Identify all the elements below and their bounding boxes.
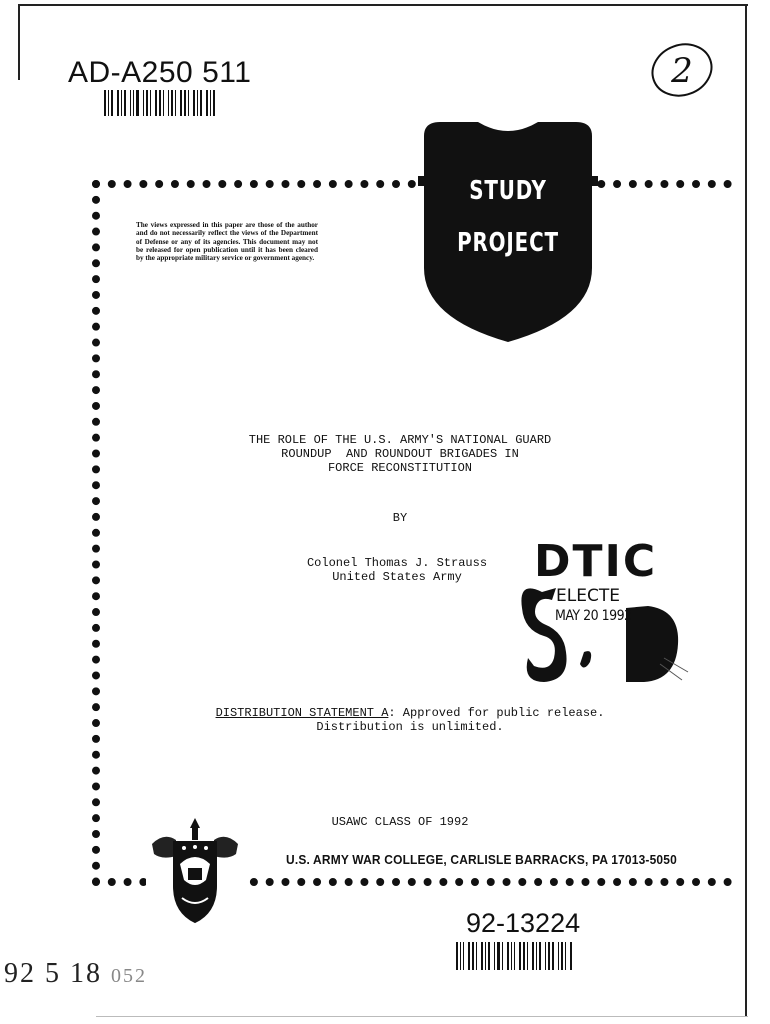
barcode-bar <box>136 90 139 116</box>
barcode-bar <box>519 942 521 970</box>
barcode-icon <box>456 942 586 970</box>
svg-text:2: 2 <box>671 51 693 91</box>
by-label: BY <box>392 511 408 525</box>
barcode-bar <box>188 90 189 116</box>
date-stamp <box>4 958 147 990</box>
shield-label-project: PROJECT <box>457 228 559 258</box>
ad-number: AD-A250 511 <box>68 56 252 89</box>
barcode-bar <box>143 90 144 116</box>
page-edge-left <box>18 4 20 80</box>
barcode-bar <box>463 942 464 970</box>
barcode-bar <box>171 90 173 116</box>
barcode-bar <box>539 942 541 970</box>
dotted-border-frame <box>92 180 732 886</box>
barcode-bar <box>193 90 195 116</box>
barcode-bar <box>561 942 563 970</box>
document-title <box>140 433 660 475</box>
author-block <box>262 556 532 584</box>
barcode-bar <box>558 942 559 970</box>
college-address-line: U.S. ARMY WAR COLLEGE, CARLISLE BARRACKS, PA 17013-5050 <box>286 852 677 867</box>
barcode-bar <box>514 942 515 970</box>
barcode-bar <box>565 942 566 970</box>
barcode-bar <box>130 90 131 116</box>
barcode-bar <box>497 942 500 970</box>
barcode-bar <box>206 90 208 116</box>
barcode-bar <box>481 942 483 970</box>
circled-number-mark <box>646 40 716 100</box>
barcode-bar <box>494 942 495 970</box>
barcode-bar <box>472 942 474 970</box>
dtic-stamp-electe: ELECTE <box>556 586 620 606</box>
title-line-2: ROUNDUP AND ROUNDOUT BRIGADES IN <box>281 447 519 461</box>
barcode-bar <box>476 942 477 970</box>
barcode-bar <box>146 90 148 116</box>
barcode-bar <box>133 90 134 116</box>
distribution-statement <box>150 706 670 734</box>
class-line: USAWC CLASS OF 1992 <box>331 815 469 829</box>
barcode-bar <box>108 90 109 116</box>
barcode-bar <box>502 942 503 970</box>
barcode-bar <box>159 90 161 116</box>
army-war-college-seal-icon <box>146 816 244 928</box>
date-stamp-faint: 052 <box>111 965 147 987</box>
barcode-bar <box>570 942 572 970</box>
accession-number: 92-13224 <box>466 908 581 938</box>
barcode-bar <box>197 90 198 116</box>
barcode-bar <box>545 942 546 970</box>
barcode-bar <box>150 90 151 116</box>
date-stamp-main: 92 5 18 <box>4 958 102 989</box>
barcode-bar <box>155 90 157 116</box>
barcode-bar <box>213 90 215 116</box>
barcode-bar <box>184 90 186 116</box>
barcode-bar <box>124 90 126 116</box>
page-edge-top <box>20 4 748 6</box>
barcode-bar <box>121 90 122 116</box>
barcode-bar <box>460 942 461 970</box>
barcode-bar <box>468 942 470 970</box>
barcode-bar <box>456 942 458 970</box>
barcode-icon <box>104 90 224 116</box>
disclaimer-text: The views expressed in this paper are those of the author and do not necessarily reflect the views of the Department of Defense or any of its agencies. This document may not be released for open publication until it has been cleared by the appropriate military service or government agency. <box>136 221 318 263</box>
barcode-bar <box>163 90 164 116</box>
barcode-bar <box>485 942 486 970</box>
barcode-bar <box>210 90 211 116</box>
barcode-bar <box>111 90 113 116</box>
author-name: Colonel Thomas J. Strauss <box>306 556 488 570</box>
barcode-bar <box>507 942 509 970</box>
barcode-bar <box>511 942 512 970</box>
distribution-label: DISTRIBUTION STATEMENT A <box>215 706 389 720</box>
barcode-bar <box>523 942 525 970</box>
author-affiliation: United States Army <box>332 570 462 584</box>
dtic-stamp-title: DTIC <box>534 536 658 587</box>
barcode-bar <box>527 942 528 970</box>
barcode-bar <box>532 942 534 970</box>
page-bottom-rule <box>96 1016 748 1017</box>
barcode-bar <box>536 942 537 970</box>
barcode-bar <box>175 90 176 116</box>
barcode-bar <box>104 90 106 116</box>
barcode-bar <box>488 942 490 970</box>
title-line-1: THE ROLE OF THE U.S. ARMY'S NATIONAL GUARD <box>248 433 552 447</box>
shield-label-study: STUDY <box>469 176 547 206</box>
page-edge-right <box>745 4 747 1016</box>
distribution-line-1 <box>150 706 670 720</box>
barcode-bar <box>200 90 202 116</box>
barcode-bar <box>180 90 182 116</box>
distribution-text: : Approved for public release. <box>388 706 605 720</box>
barcode-bar <box>552 942 554 970</box>
distribution-line-2: Distribution is unlimited. <box>316 720 504 734</box>
title-line-3: FORCE RECONSTITUTION <box>327 461 473 475</box>
barcode-bar <box>168 90 169 116</box>
barcode-bar <box>117 90 119 116</box>
dtic-stamp-date: MAY 20 1992 <box>555 608 632 624</box>
barcode-bar <box>548 942 550 970</box>
